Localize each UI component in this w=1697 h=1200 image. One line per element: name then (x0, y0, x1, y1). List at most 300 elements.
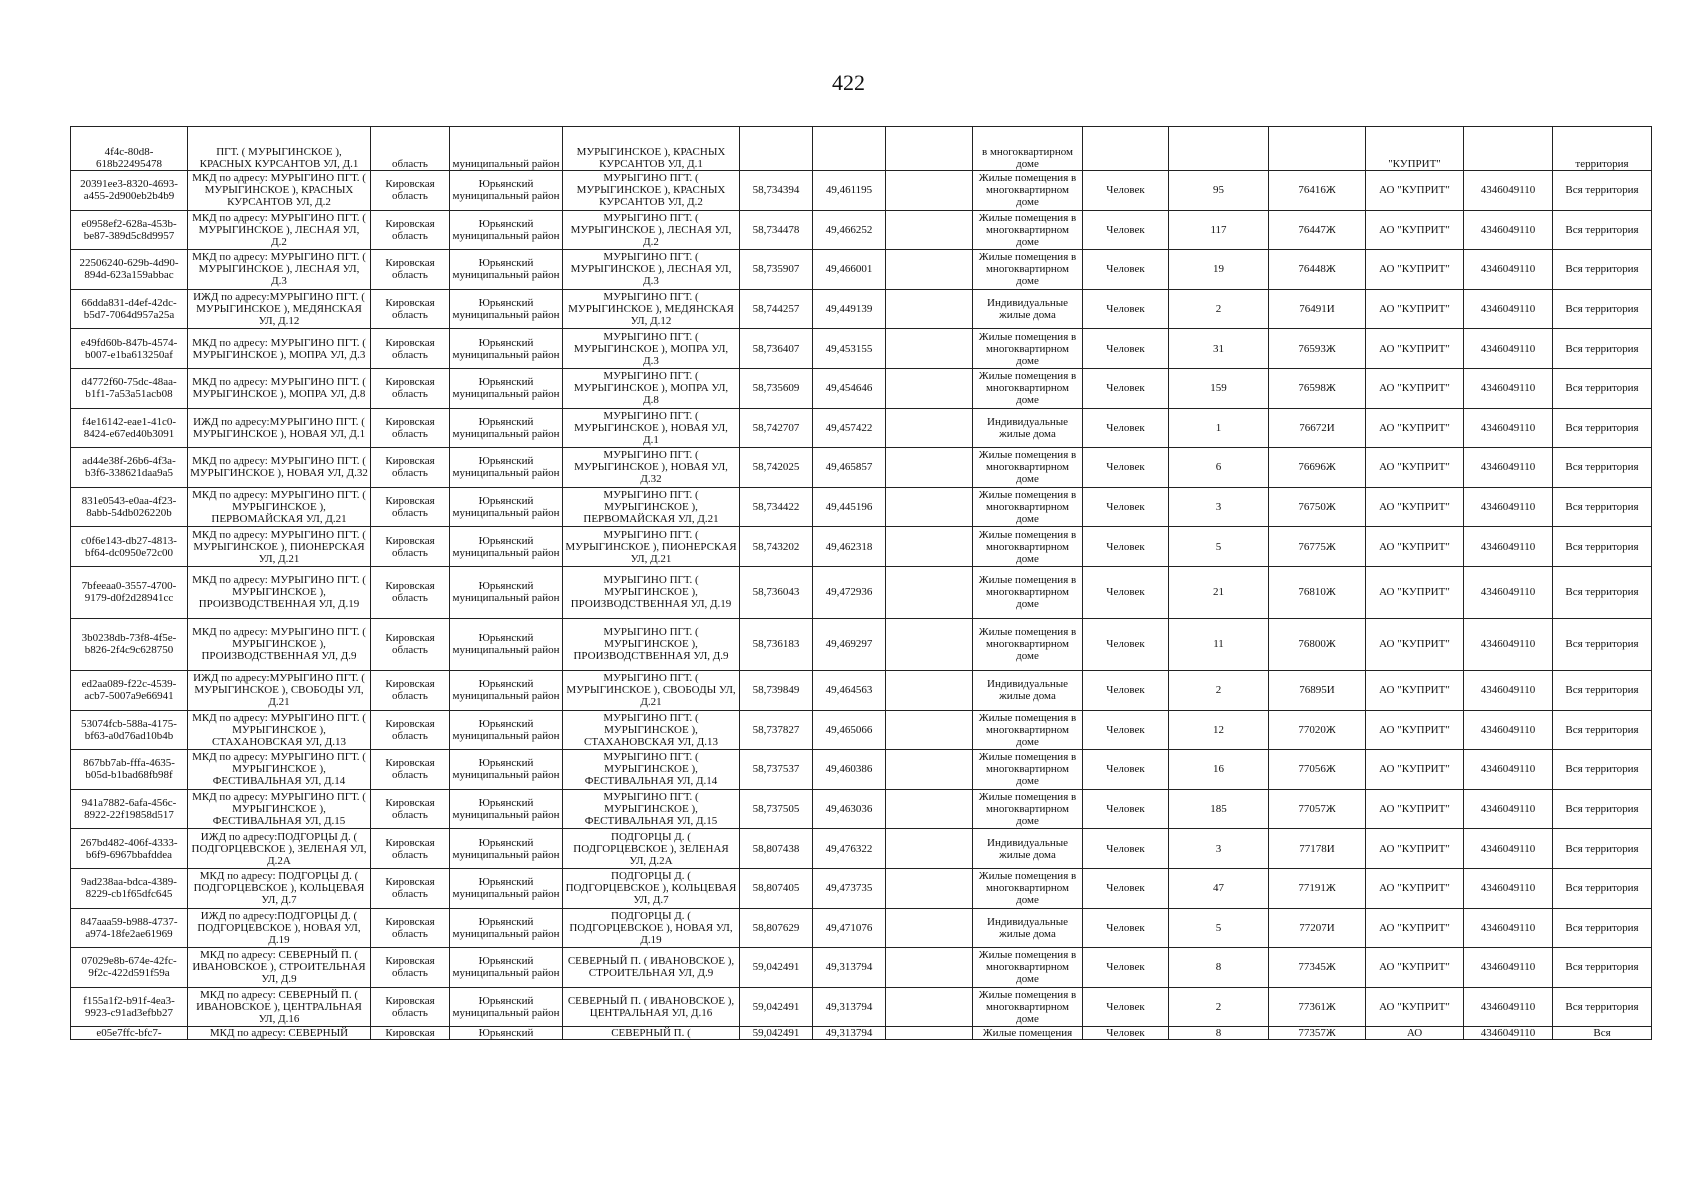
cell-organization: АО "КУПРИТ" (1366, 829, 1464, 869)
cell-object-type: Жилые помещения в многоквартирном доме (973, 368, 1083, 408)
cell-code: 76448Ж (1269, 250, 1366, 290)
cell-latitude (740, 127, 813, 171)
table-row (71, 987, 1652, 1027)
cell-latitude: 58,807438 (740, 829, 813, 869)
table-row (71, 670, 1652, 710)
cell-unit: Человек (1083, 987, 1169, 1027)
cell-address: МУРЫГИНО ПГТ. ( МУРЫГИНСКОЕ ), СТАХАНОВСКАЯ УЛ, Д.13 (563, 710, 740, 750)
cell-district: Юрьянский муниципальный район (450, 566, 563, 618)
cell-empty (886, 908, 973, 948)
cell-unit: Человек (1083, 250, 1169, 290)
cell-region: Кировская область (371, 710, 450, 750)
cell-object-name: МКД по адресу: МУРЫГИНО ПГТ. ( МУРЫГИНСКОЕ ), ПРОИЗВОДСТВЕННАЯ УЛ, Д.9 (188, 618, 371, 670)
cell-inn: 4346049110 (1464, 566, 1553, 618)
cell-count: 3 (1169, 487, 1269, 527)
cell-object-type: Жилые помещения в многоквартирном доме (973, 566, 1083, 618)
cell-region: Кировская область (371, 171, 450, 211)
page-number: 422 (832, 70, 865, 95)
table-row (71, 566, 1652, 618)
cell-object-id: 53074fcb-588a-4175-bf63-a0d76ad10b4b (71, 710, 188, 750)
cell-latitude: 58,735609 (740, 368, 813, 408)
cell-latitude: 58,736043 (740, 566, 813, 618)
cell-longitude: 49,313794 (813, 948, 886, 988)
cell-organization: АО "КУПРИТ" (1366, 368, 1464, 408)
cell-unit: Человек (1083, 948, 1169, 988)
cell-object-type: Жилые помещения в многоквартирном доме (973, 210, 1083, 250)
cell-latitude: 59,042491 (740, 987, 813, 1027)
cell-region: Кировская область (371, 908, 450, 948)
cell-empty (886, 710, 973, 750)
cell-address: МУРЫГИНО ПГТ. ( МУРЫГИНСКОЕ ), ПЕРВОМАЙСКАЯ УЛ, Д.21 (563, 487, 740, 527)
table-row (71, 210, 1652, 250)
cell-object-type: Жилые помещения в многоквартирном доме (973, 487, 1083, 527)
cell-inn: 4346049110 (1464, 368, 1553, 408)
cell-empty (886, 829, 973, 869)
cell-object-name: МКД по адресу: МУРЫГИНО ПГТ. ( МУРЫГИНСКОЕ ), ПЕРВОМАЙСКАЯ УЛ, Д.21 (188, 487, 371, 527)
cell-object-id: 941a7882-6afa-456c-8922-22f19858d517 (71, 789, 188, 829)
cell-count: 95 (1169, 171, 1269, 211)
cell-count: 185 (1169, 789, 1269, 829)
cell-unit: Человек (1083, 1027, 1169, 1040)
cell-object-name: ИЖД по адресу:МУРЫГИНО ПГТ. ( МУРЫГИНСКОЕ ), НОВАЯ УЛ, Д.1 (188, 408, 371, 448)
cell-territory: Вся территория (1553, 527, 1652, 567)
cell-inn: 4346049110 (1464, 408, 1553, 448)
cell-inn: 4346049110 (1464, 670, 1553, 710)
cell-object-type: Жилые помещения в многоквартирном доме (973, 171, 1083, 211)
cell-unit: Человек (1083, 210, 1169, 250)
cell-empty (886, 250, 973, 290)
cell-empty (886, 868, 973, 908)
cell-territory: Вся территория (1553, 487, 1652, 527)
cell-latitude: 58,735907 (740, 250, 813, 290)
cell-longitude: 49,466252 (813, 210, 886, 250)
cell-organization: АО "КУПРИТ" (1366, 487, 1464, 527)
cell-longitude: 49,464563 (813, 670, 886, 710)
cell-empty (886, 289, 973, 329)
cell-district: Юрьянский муниципальный район (450, 289, 563, 329)
cell-region: Кировская (371, 1027, 450, 1040)
cell-organization: АО "КУПРИТ" (1366, 527, 1464, 567)
cell-unit: Человек (1083, 908, 1169, 948)
cell-empty (886, 329, 973, 369)
cell-inn: 4346049110 (1464, 527, 1553, 567)
cell-district: Юрьянский муниципальный район (450, 408, 563, 448)
cell-longitude: 49,471076 (813, 908, 886, 948)
cell-object-type: Индивидуальные жилые дома (973, 829, 1083, 869)
cell-latitude: 58,737827 (740, 710, 813, 750)
cell-count: 6 (1169, 448, 1269, 488)
cell-address: МУРЫГИНО ПГТ. ( МУРЫГИНСКОЕ ), МОПРА УЛ, Д.3 (563, 329, 740, 369)
cell-object-name: МКД по адресу: МУРЫГИНО ПГТ. ( МУРЫГИНСКОЕ ), ПРОИЗВОДСТВЕННАЯ УЛ, Д.19 (188, 566, 371, 618)
cell-region: область (371, 127, 450, 171)
cell-unit: Человек (1083, 487, 1169, 527)
cell-latitude: 58,734478 (740, 210, 813, 250)
cell-object-type: Жилые помещения в многоквартирном доме (973, 789, 1083, 829)
cell-object-id: e05e7ffc-bfc7- (71, 1027, 188, 1040)
cell-territory: Вся территория (1553, 750, 1652, 790)
registry-body (71, 127, 1652, 1040)
cell-object-name: МКД по адресу: СЕВЕРНЫЙ П. ( ИВАНОВСКОЕ ), ЦЕНТРАЛЬНАЯ УЛ, Д.16 (188, 987, 371, 1027)
cell-district: Юрьянский муниципальный район (450, 250, 563, 290)
cell-region: Кировская область (371, 789, 450, 829)
cell-district: Юрьянский муниципальный район (450, 329, 563, 369)
cell-address: МУРЫГИНО ПГТ. ( МУРЫГИНСКОЕ ), НОВАЯ УЛ, Д.32 (563, 448, 740, 488)
cell-object-id: e0958ef2-628a-453b-be87-389d5c8d9957 (71, 210, 188, 250)
cell-inn: 4346049110 (1464, 210, 1553, 250)
cell-district: Юрьянский муниципальный район (450, 868, 563, 908)
cell-organization: АО "КУПРИТ" (1366, 710, 1464, 750)
cell-object-id: 7bfeeaa0-3557-4700-9179-d0f2d28941cc (71, 566, 188, 618)
cell-code: 77361Ж (1269, 987, 1366, 1027)
cell-code: 76895И (1269, 670, 1366, 710)
cell-empty (886, 750, 973, 790)
cell-address: ПОДГОРЦЫ Д. ( ПОДГОРЦЕВСКОЕ ), ЗЕЛЕНАЯ УЛ, Д.2А (563, 829, 740, 869)
cell-address: МУРЫГИНО ПГТ. ( МУРЫГИНСКОЕ ), ФЕСТИВАЛЬНАЯ УЛ, Д.14 (563, 750, 740, 790)
cell-region: Кировская область (371, 368, 450, 408)
cell-object-type: Жилые помещения в многоквартирном доме (973, 250, 1083, 290)
cell-unit: Человек (1083, 527, 1169, 567)
cell-object-id: e49fd60b-847b-4574-b007-e1ba613250af (71, 329, 188, 369)
cell-organization: АО "КУПРИТ" (1366, 908, 1464, 948)
cell-latitude: 58,734422 (740, 487, 813, 527)
cell-region: Кировская область (371, 210, 450, 250)
cell-count: 8 (1169, 1027, 1269, 1040)
cell-inn: 4346049110 (1464, 750, 1553, 790)
cell-count: 1 (1169, 408, 1269, 448)
cell-address: ПОДГОРЦЫ Д. ( ПОДГОРЦЕВСКОЕ ), НОВАЯ УЛ, Д.19 (563, 908, 740, 948)
cell-longitude: 49,445196 (813, 487, 886, 527)
cell-district: Юрьянский муниципальный район (450, 171, 563, 211)
table-row (71, 171, 1652, 211)
cell-longitude: 49,461195 (813, 171, 886, 211)
table-row (71, 868, 1652, 908)
cell-empty (886, 670, 973, 710)
cell-count: 2 (1169, 289, 1269, 329)
cell-region: Кировская область (371, 250, 450, 290)
cell-region: Кировская область (371, 289, 450, 329)
cell-object-name: МКД по адресу: СЕВЕРНЫЙ (188, 1027, 371, 1040)
cell-object-name: МКД по адресу: МУРЫГИНО ПГТ. ( МУРЫГИНСКОЕ ), ПИОНЕРСКАЯ УЛ, Д.21 (188, 527, 371, 567)
cell-object-name: МКД по адресу: МУРЫГИНО ПГТ. ( МУРЫГИНСКОЕ ), ЛЕСНАЯ УЛ, Д.2 (188, 210, 371, 250)
cell-organization: АО "КУПРИТ" (1366, 750, 1464, 790)
table-row (71, 829, 1652, 869)
cell-object-id: ad44e38f-26b6-4f3a-b3f6-338621daa9a5 (71, 448, 188, 488)
cell-latitude: 59,042491 (740, 1027, 813, 1040)
cell-code: 77057Ж (1269, 789, 1366, 829)
cell-organization: АО (1366, 1027, 1464, 1040)
cell-district: Юрьянский муниципальный район (450, 987, 563, 1027)
cell-address: МУРЫГИНО ПГТ. ( МУРЫГИНСКОЕ ), СВОБОДЫ УЛ, Д.21 (563, 670, 740, 710)
cell-count: 8 (1169, 948, 1269, 988)
cell-unit: Человек (1083, 789, 1169, 829)
cell-object-name: МКД по адресу: МУРЫГИНО ПГТ. ( МУРЫГИНСКОЕ ), МОПРА УЛ, Д.8 (188, 368, 371, 408)
cell-count: 2 (1169, 987, 1269, 1027)
cell-object-id: 22506240-629b-4d90-894d-623a159abbac (71, 250, 188, 290)
cell-object-type: Жилые помещения в многоквартирном доме (973, 527, 1083, 567)
cell-inn: 4346049110 (1464, 487, 1553, 527)
cell-code: 77020Ж (1269, 710, 1366, 750)
table-row (71, 908, 1652, 948)
cell-count (1169, 127, 1269, 171)
cell-empty (886, 948, 973, 988)
cell-object-name: МКД по адресу: СЕВЕРНЫЙ П. ( ИВАНОВСКОЕ ), СТРОИТЕЛЬНАЯ УЛ, Д.9 (188, 948, 371, 988)
cell-code: 77345Ж (1269, 948, 1366, 988)
cell-inn: 4346049110 (1464, 987, 1553, 1027)
cell-inn: 4346049110 (1464, 710, 1553, 750)
cell-territory: Вся территория (1553, 789, 1652, 829)
cell-organization: АО "КУПРИТ" (1366, 448, 1464, 488)
cell-latitude: 58,807629 (740, 908, 813, 948)
cell-unit: Человек (1083, 329, 1169, 369)
cell-region: Кировская область (371, 527, 450, 567)
cell-territory: Вся территория (1553, 289, 1652, 329)
cell-empty (886, 127, 973, 171)
cell-inn: 4346049110 (1464, 448, 1553, 488)
cell-latitude: 58,743202 (740, 527, 813, 567)
cell-object-type: Жилые помещения в многоквартирном доме (973, 618, 1083, 670)
cell-region: Кировская область (371, 566, 450, 618)
cell-territory: Вся территория (1553, 368, 1652, 408)
table-row (71, 789, 1652, 829)
cell-code: 77207И (1269, 908, 1366, 948)
cell-inn: 4346049110 (1464, 908, 1553, 948)
table-row (71, 408, 1652, 448)
cell-longitude: 49,463036 (813, 789, 886, 829)
cell-object-type: Жилые помещения в многоквартирном доме (973, 448, 1083, 488)
cell-count: 16 (1169, 750, 1269, 790)
cell-latitude: 58,742707 (740, 408, 813, 448)
cell-unit: Человек (1083, 171, 1169, 211)
cell-latitude: 58,736183 (740, 618, 813, 670)
cell-inn: 4346049110 (1464, 1027, 1553, 1040)
cell-count: 159 (1169, 368, 1269, 408)
cell-count: 2 (1169, 670, 1269, 710)
cell-district: Юрьянский (450, 1027, 563, 1040)
cell-unit: Человек (1083, 566, 1169, 618)
cell-object-type: Индивидуальные жилые дома (973, 289, 1083, 329)
cell-object-id: 3b0238db-73f8-4f5e-b826-2f4c9c628750 (71, 618, 188, 670)
cell-object-name: МКД по адресу: МУРЫГИНО ПГТ. ( МУРЫГИНСКОЕ ), ФЕСТИВАЛЬНАЯ УЛ, Д.14 (188, 750, 371, 790)
cell-address: МУРЫГИНО ПГТ. ( МУРЫГИНСКОЕ ), МОПРА УЛ, Д.8 (563, 368, 740, 408)
cell-organization: АО "КУПРИТ" (1366, 408, 1464, 448)
cell-inn: 4346049110 (1464, 289, 1553, 329)
cell-longitude: 49,449139 (813, 289, 886, 329)
cell-inn: 4346049110 (1464, 329, 1553, 369)
cell-organization: АО "КУПРИТ" (1366, 670, 1464, 710)
cell-object-name: ИЖД по адресу:МУРЫГИНО ПГТ. ( МУРЫГИНСКОЕ ), СВОБОДЫ УЛ, Д.21 (188, 670, 371, 710)
cell-inn: 4346049110 (1464, 868, 1553, 908)
table-row-continued (71, 127, 1652, 171)
cell-region: Кировская область (371, 329, 450, 369)
cell-region: Кировская область (371, 750, 450, 790)
cell-organization: АО "КУПРИТ" (1366, 171, 1464, 211)
cell-region: Кировская область (371, 987, 450, 1027)
cell-code: 76491И (1269, 289, 1366, 329)
table-row-truncated (71, 1027, 1652, 1040)
cell-territory: Вся территория (1553, 987, 1652, 1027)
cell-object-name: МКД по адресу: МУРЫГИНО ПГТ. ( МУРЫГИНСКОЕ ), КРАСНЫХ КУРСАНТОВ УЛ, Д.2 (188, 171, 371, 211)
cell-region: Кировская область (371, 448, 450, 488)
cell-object-type: Индивидуальные жилые дома (973, 908, 1083, 948)
cell-count: 5 (1169, 908, 1269, 948)
cell-region: Кировская область (371, 829, 450, 869)
cell-object-name: МКД по адресу: МУРЫГИНО ПГТ. ( МУРЫГИНСКОЕ ), МОПРА УЛ, Д.3 (188, 329, 371, 369)
cell-empty (886, 1027, 973, 1040)
cell-object-type: Жилые помещения в многоквартирном доме (973, 329, 1083, 369)
cell-code: 77191Ж (1269, 868, 1366, 908)
cell-code: 77357Ж (1269, 1027, 1366, 1040)
cell-address: СЕВЕРНЫЙ П. ( ИВАНОВСКОЕ ), СТРОИТЕЛЬНАЯ УЛ, Д.9 (563, 948, 740, 988)
cell-district: Юрьянский муниципальный район (450, 710, 563, 750)
cell-region: Кировская область (371, 487, 450, 527)
cell-longitude: 49,460386 (813, 750, 886, 790)
cell-territory: Вся территория (1553, 171, 1652, 211)
table-row (71, 527, 1652, 567)
cell-territory: Вся территория (1553, 618, 1652, 670)
cell-organization: "КУПРИТ" (1366, 127, 1464, 171)
cell-object-type: Индивидуальные жилые дома (973, 670, 1083, 710)
cell-longitude: 49,466001 (813, 250, 886, 290)
cell-organization: АО "КУПРИТ" (1366, 948, 1464, 988)
cell-object-id: 847aaa59-b988-4737-a974-18fe2ae61969 (71, 908, 188, 948)
cell-object-id: f155a1f2-b91f-4ea3-9923-c91ad3efbb27 (71, 987, 188, 1027)
cell-inn: 4346049110 (1464, 618, 1553, 670)
cell-object-type: Жилые помещения в многоквартирном доме (973, 750, 1083, 790)
cell-address: МУРЫГИНО ПГТ. ( МУРЫГИНСКОЕ ), ЛЕСНАЯ УЛ, Д.3 (563, 250, 740, 290)
cell-object-name: ИЖД по адресу:МУРЫГИНО ПГТ. ( МУРЫГИНСКОЕ ), МЕДЯНСКАЯ УЛ, Д.12 (188, 289, 371, 329)
cell-territory: Вся территория (1553, 670, 1652, 710)
cell-object-id: f4e16142-eae1-41c0-8424-e67ed40b3091 (71, 408, 188, 448)
cell-address: МУРЫГИНО ПГТ. ( МУРЫГИНСКОЕ ), КРАСНЫХ КУРСАНТОВ УЛ, Д.2 (563, 171, 740, 211)
cell-latitude: 58,737537 (740, 750, 813, 790)
cell-object-name: МКД по адресу: МУРЫГИНО ПГТ. ( МУРЫГИНСКОЕ ), НОВАЯ УЛ, Д.32 (188, 448, 371, 488)
cell-district: Юрьянский муниципальный район (450, 750, 563, 790)
cell-object-name: ИЖД по адресу:ПОДГОРЦЫ Д. ( ПОДГОРЦЕВСКОЕ ), ЗЕЛЕНАЯ УЛ, Д.2А (188, 829, 371, 869)
cell-code: 76696Ж (1269, 448, 1366, 488)
cell-longitude: 49,454646 (813, 368, 886, 408)
cell-territory: Вся территория (1553, 710, 1652, 750)
cell-code: 76810Ж (1269, 566, 1366, 618)
cell-count: 47 (1169, 868, 1269, 908)
cell-inn: 4346049110 (1464, 171, 1553, 211)
cell-count: 31 (1169, 329, 1269, 369)
cell-object-id: ed2aa089-f22c-4539-acb7-5007a9e66941 (71, 670, 188, 710)
cell-district: Юрьянский муниципальный район (450, 789, 563, 829)
cell-object-type: в многоквартирном доме (973, 127, 1083, 171)
cell-organization: АО "КУПРИТ" (1366, 289, 1464, 329)
cell-territory: Вся территория (1553, 566, 1652, 618)
registry-table (70, 126, 1652, 1040)
cell-count: 11 (1169, 618, 1269, 670)
cell-district: Юрьянский муниципальный район (450, 670, 563, 710)
cell-code: 76750Ж (1269, 487, 1366, 527)
cell-code: 76416Ж (1269, 171, 1366, 211)
cell-empty (886, 987, 973, 1027)
cell-unit: Человек (1083, 710, 1169, 750)
table-row (71, 368, 1652, 408)
cell-region: Кировская область (371, 618, 450, 670)
cell-code (1269, 127, 1366, 171)
cell-longitude: 49,469297 (813, 618, 886, 670)
table-row (71, 618, 1652, 670)
cell-object-name: ПГТ. ( МУРЫГИНСКОЕ ), КРАСНЫХ КУРСАНТОВ УЛ, Д.1 (188, 127, 371, 171)
cell-longitude: 49,462318 (813, 527, 886, 567)
cell-unit: Человек (1083, 368, 1169, 408)
cell-organization: АО "КУПРИТ" (1366, 987, 1464, 1027)
cell-object-id: d4772f60-75dc-48aa-b1f1-7a53a51acb08 (71, 368, 188, 408)
cell-address: МУРЫГИНО ПГТ. ( МУРЫГИНСКОЕ ), ФЕСТИВАЛЬНАЯ УЛ, Д.15 (563, 789, 740, 829)
cell-empty (886, 527, 973, 567)
cell-district: Юрьянский муниципальный район (450, 618, 563, 670)
cell-region: Кировская область (371, 670, 450, 710)
cell-object-id: 4f4c-80d8-618b22495478 (71, 127, 188, 171)
cell-latitude: 58,807405 (740, 868, 813, 908)
cell-unit: Человек (1083, 408, 1169, 448)
cell-empty (886, 618, 973, 670)
cell-code: 77178И (1269, 829, 1366, 869)
cell-object-name: МКД по адресу: МУРЫГИНО ПГТ. ( МУРЫГИНСКОЕ ), СТАХАНОВСКАЯ УЛ, Д.13 (188, 710, 371, 750)
cell-district: Юрьянский муниципальный район (450, 527, 563, 567)
cell-inn: 4346049110 (1464, 250, 1553, 290)
cell-address: МУРЫГИНО ПГТ. ( МУРЫГИНСКОЕ ), МЕДЯНСКАЯ УЛ, Д.12 (563, 289, 740, 329)
cell-inn: 4346049110 (1464, 948, 1553, 988)
cell-territory: территория (1553, 127, 1652, 171)
cell-object-name: ИЖД по адресу:ПОДГОРЦЫ Д. ( ПОДГОРЦЕВСКОЕ ), НОВАЯ УЛ, Д.19 (188, 908, 371, 948)
cell-territory: Вся территория (1553, 868, 1652, 908)
cell-longitude: 49,453155 (813, 329, 886, 369)
cell-code: 77056Ж (1269, 750, 1366, 790)
cell-code: 76598Ж (1269, 368, 1366, 408)
cell-longitude: 49,476322 (813, 829, 886, 869)
cell-territory: Вся территория (1553, 948, 1652, 988)
cell-territory: Вся территория (1553, 829, 1652, 869)
cell-inn: 4346049110 (1464, 829, 1553, 869)
table-row (71, 750, 1652, 790)
cell-unit: Человек (1083, 829, 1169, 869)
cell-latitude: 58,739849 (740, 670, 813, 710)
cell-object-id: 20391ee3-8320-4693-a455-2d900eb2b4b9 (71, 171, 188, 211)
table-row (71, 289, 1652, 329)
cell-address: СЕВЕРНЫЙ П. ( (563, 1027, 740, 1040)
cell-latitude: 58,734394 (740, 171, 813, 211)
cell-code: 76800Ж (1269, 618, 1366, 670)
cell-inn (1464, 127, 1553, 171)
cell-empty (886, 789, 973, 829)
cell-object-id: 07029e8b-674e-42fc-9f2c-422d591f59a (71, 948, 188, 988)
cell-district: Юрьянский муниципальный район (450, 368, 563, 408)
cell-district: Юрьянский муниципальный район (450, 448, 563, 488)
cell-unit: Человек (1083, 750, 1169, 790)
cell-object-type: Жилые помещения в многоквартирном доме (973, 710, 1083, 750)
table-row (71, 710, 1652, 750)
cell-object-name: МКД по адресу: МУРЫГИНО ПГТ. ( МУРЫГИНСКОЕ ), ЛЕСНАЯ УЛ, Д.3 (188, 250, 371, 290)
cell-address: МУРЫГИНСКОЕ ), КРАСНЫХ КУРСАНТОВ УЛ, Д.1 (563, 127, 740, 171)
cell-territory: Вся территория (1553, 908, 1652, 948)
table-row (71, 250, 1652, 290)
cell-longitude: 49,465066 (813, 710, 886, 750)
cell-address: СЕВЕРНЫЙ П. ( ИВАНОВСКОЕ ), ЦЕНТРАЛЬНАЯ УЛ, Д.16 (563, 987, 740, 1027)
cell-unit: Человек (1083, 670, 1169, 710)
cell-object-type: Жилые помещения в многоквартирном доме (973, 948, 1083, 988)
cell-longitude (813, 127, 886, 171)
cell-unit: Человек (1083, 868, 1169, 908)
cell-count: 19 (1169, 250, 1269, 290)
cell-district: Юрьянский муниципальный район (450, 829, 563, 869)
cell-district: Юрьянский муниципальный район (450, 908, 563, 948)
cell-object-id: 267bd482-406f-4333-b6f9-6967bbafddea (71, 829, 188, 869)
cell-address: МУРЫГИНО ПГТ. ( МУРЫГИНСКОЕ ), ПРОИЗВОДСТВЕННАЯ УЛ, Д.9 (563, 618, 740, 670)
cell-count: 117 (1169, 210, 1269, 250)
